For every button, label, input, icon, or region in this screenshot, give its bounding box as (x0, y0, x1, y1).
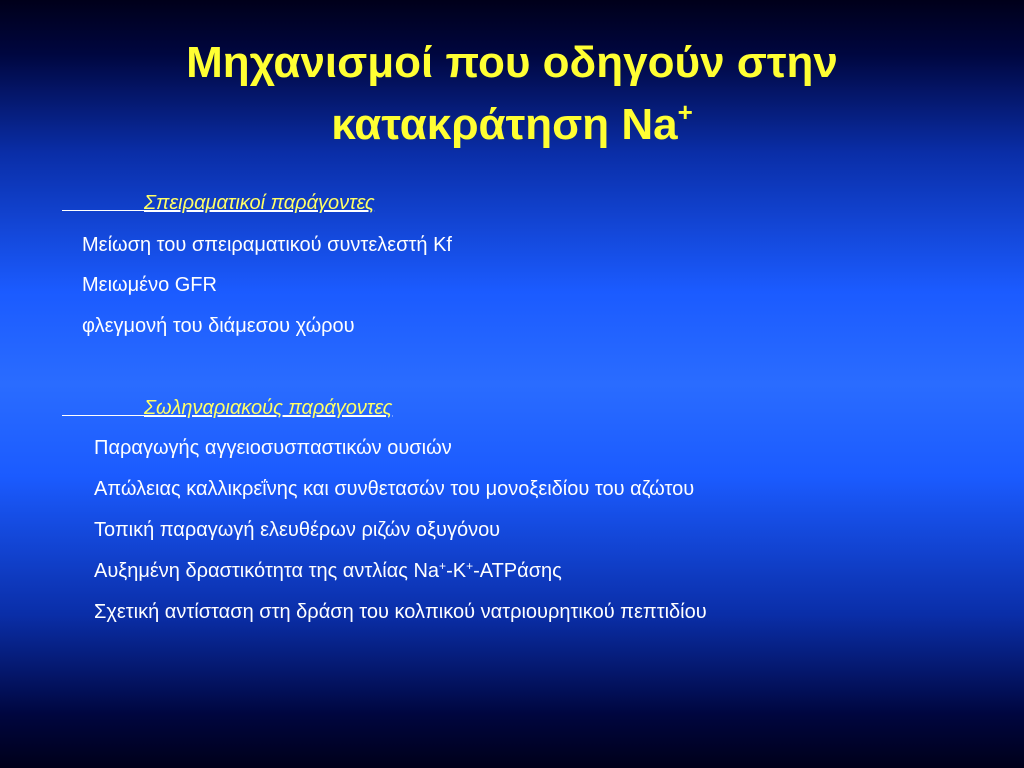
list-item-atpase (94, 559, 562, 583)
heading-underline-lead (62, 396, 144, 416)
atpase-text-1: Αυξημένη δραστικότητα της αντλίας Na (94, 560, 440, 582)
title-line-2 (0, 94, 1024, 156)
title-superscript: + (677, 97, 693, 127)
list-item: Μείωση του σπειραματικού συντελεστή Kf (82, 234, 452, 256)
list-item: φλεγμονή του διάμεσου χώρου (82, 315, 355, 337)
atpase-sup-1: + (439, 559, 447, 573)
atpase-text-2: -K (446, 560, 467, 582)
heading-underline-lead (62, 191, 144, 211)
list-item: Μειωμένο GFR (82, 274, 217, 296)
slide-title (0, 32, 1024, 156)
section-heading-tubular (62, 396, 392, 420)
title-line-1: Μηχανισμοί που οδηγούν στην (186, 38, 838, 87)
list-item: Σχετική αντίσταση στη δράση του κολπικού νατριουρητικού πεπτιδίου (94, 601, 707, 623)
section-heading-text: Σπειραματικοί παράγοντες (144, 192, 375, 214)
list-item: Απώλειας καλλικρεΐνης και συνθετασών του μονοξειδίου του αζώτου (94, 478, 695, 500)
section-heading-glomerular (62, 191, 375, 215)
list-item: Παραγωγής αγγειοσυσπαστικών ουσιών (94, 437, 452, 459)
atpase-sup-2: + (466, 559, 474, 573)
list-item: Τοπική παραγωγή ελευθέρων ριζών οξυγόνου (94, 519, 501, 541)
section-heading-text: Σωληναριακούς παράγοντες (144, 397, 393, 419)
atpase-text-3: -ATPάσης (473, 560, 562, 582)
title-line-2-text: κατακράτηση Na (331, 100, 678, 149)
